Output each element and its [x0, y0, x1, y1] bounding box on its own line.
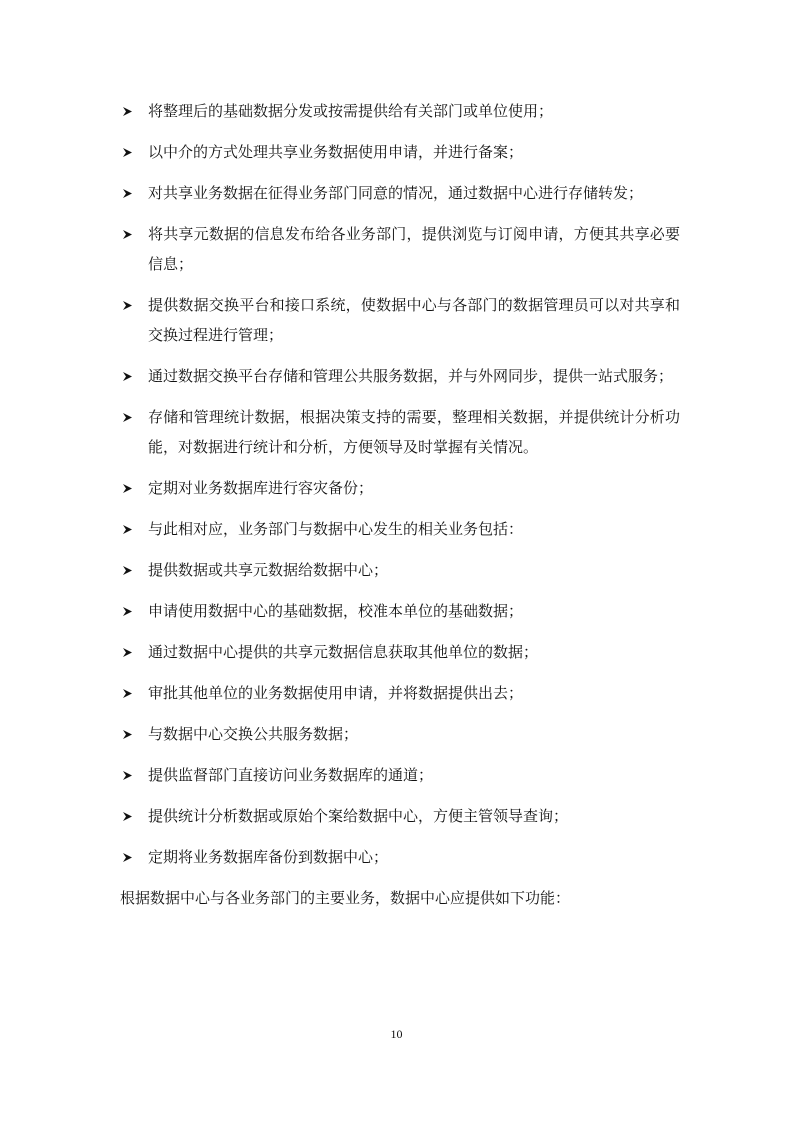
bullet-item	[120, 402, 680, 462]
bullet-item	[120, 801, 680, 831]
bullet-item	[120, 760, 680, 790]
bullet-item	[120, 596, 680, 626]
summary-paragraph: 根据数据中心与各业务部门的主要业务，数据中心应提供如下功能：	[120, 889, 571, 907]
bullet-item	[120, 555, 680, 585]
arrowhead-bullet-icon	[120, 514, 134, 544]
arrowhead-bullet-icon	[120, 842, 134, 872]
arrowhead-bullet-icon	[120, 219, 134, 249]
arrowhead-bullet-icon	[120, 801, 134, 831]
bullet-text: 存储和管理统计数据，根据决策支持的需要，整理相关数据，并提供统计分析功能，对数据进行统计和分析，方便领导及时掌握有关情况。	[148, 408, 680, 456]
bullet-item	[120, 96, 680, 126]
bullet-item	[120, 137, 680, 167]
bullet-item	[120, 719, 680, 749]
bullet-text: 与此相对应，业务部门与数据中心发生的相关业务包括：	[148, 520, 524, 538]
bullet-item	[120, 637, 680, 667]
bullet-item	[120, 361, 680, 391]
arrowhead-bullet-icon	[120, 596, 134, 626]
bullet-list	[120, 96, 680, 872]
bullet-item	[120, 473, 680, 503]
bullet-text: 提供监督部门直接访问业务数据库的通道；	[148, 766, 434, 784]
bullet-text: 将共享元数据的信息发布给各业务部门，提供浏览与订阅申请，方便其共享必要信息；	[148, 225, 680, 273]
bullet-text: 通过数据交换平台存储和管理公共服务数据，并与外网同步，提供一站式服务；	[148, 367, 674, 385]
arrowhead-bullet-icon	[120, 402, 134, 432]
arrowhead-bullet-icon	[120, 473, 134, 503]
bullet-text: 提供数据或共享元数据给数据中心；	[148, 561, 389, 579]
arrowhead-bullet-icon	[120, 178, 134, 208]
arrowhead-bullet-icon	[120, 555, 134, 585]
arrowhead-bullet-icon	[120, 96, 134, 126]
arrowhead-bullet-icon	[120, 678, 134, 708]
bullet-item	[120, 842, 680, 872]
bullet-text: 申请使用数据中心的基础数据，校准本单位的基础数据；	[148, 602, 524, 620]
bullet-text: 提供统计分析数据或原始个案给数据中心，方便主管领导查询；	[148, 807, 569, 825]
bullet-item	[120, 178, 680, 208]
bullet-item	[120, 514, 680, 544]
bullet-item	[120, 290, 680, 350]
bullet-text: 以中介的方式处理共享业务数据使用申请，并进行备案；	[148, 143, 524, 161]
arrowhead-bullet-icon	[120, 637, 134, 667]
bullet-text: 审批其他单位的业务数据使用申请，并将数据提供出去；	[148, 684, 524, 702]
arrowhead-bullet-icon	[120, 290, 134, 320]
arrowhead-bullet-icon	[120, 361, 134, 391]
page-number: 10	[390, 1027, 403, 1041]
bullet-text: 与数据中心交换公共服务数据；	[148, 725, 359, 743]
bullet-text: 对共享业务数据在征得业务部门同意的情况，通过数据中心进行存储转发；	[148, 184, 644, 202]
arrowhead-bullet-icon	[120, 719, 134, 749]
bullet-item	[120, 678, 680, 708]
bullet-text: 将整理后的基础数据分发或按需提供给有关部门或单位使用；	[148, 102, 554, 120]
arrowhead-bullet-icon	[120, 137, 134, 167]
arrowhead-bullet-icon	[120, 760, 134, 790]
document-body	[120, 96, 680, 928]
bullet-text: 通过数据中心提供的共享元数据信息获取其他单位的数据；	[148, 643, 539, 661]
bullet-text: 定期将业务数据库备份到数据中心；	[148, 848, 389, 866]
bullet-text: 定期对业务数据库进行容灾备份；	[148, 479, 374, 497]
bullet-item	[120, 219, 680, 279]
bullet-text: 提供数据交换平台和接口系统，使数据中心与各部门的数据管理员可以对共享和交换过程进行管理；	[148, 296, 680, 344]
